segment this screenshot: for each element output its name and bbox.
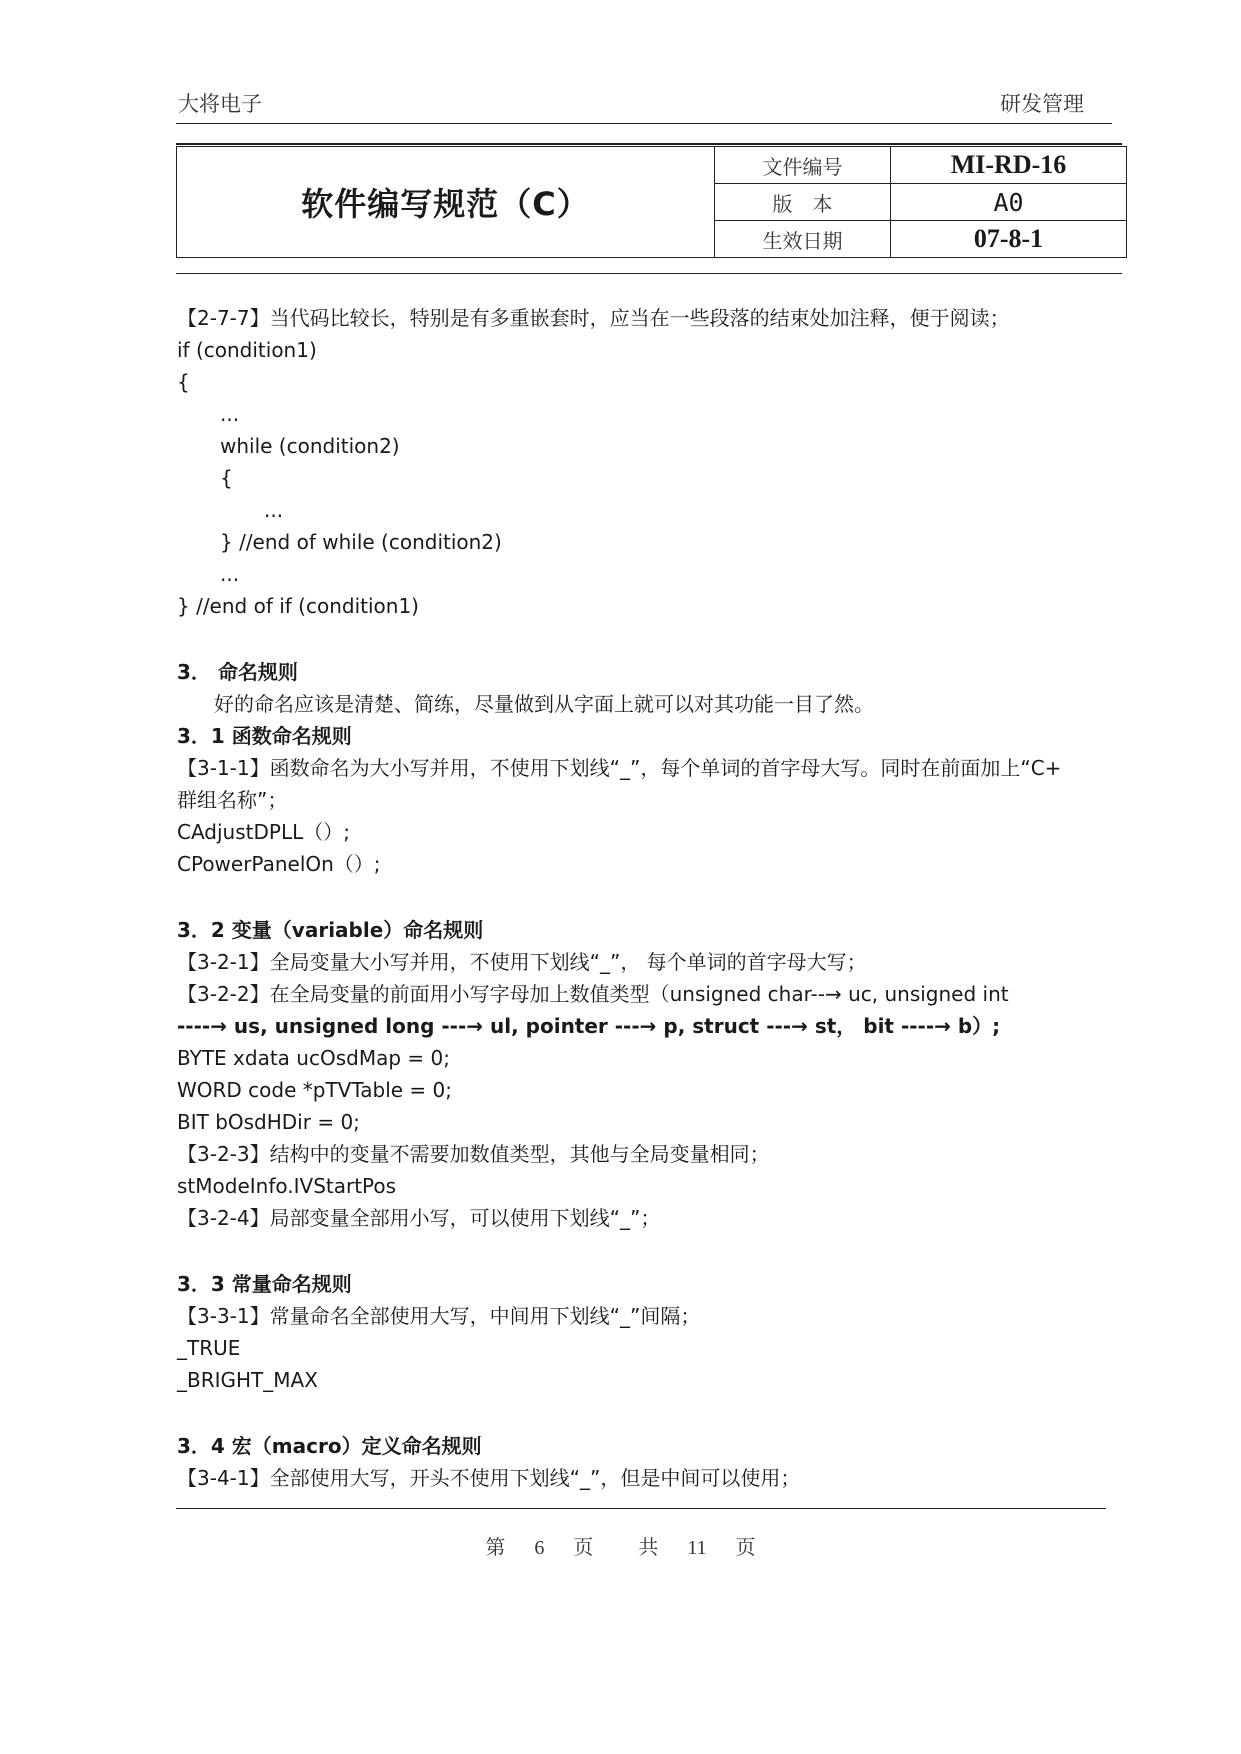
code-line: } //end of while (condition2): [220, 530, 502, 554]
code-line: BYTE xdata ucOsdMap = 0;: [177, 1046, 450, 1070]
code-line: {: [220, 466, 233, 490]
section-heading-3-2: 3．2 变量（variable）命名规则: [177, 918, 484, 942]
effective-date-label: 生效日期: [715, 221, 891, 258]
rule-2-7-7: 【2-7-7】当代码比较长，特别是有多重嵌套时，应当在一些段落的结束处加注释，便于阅读；: [177, 306, 1010, 330]
rule-3-1-1: 【3-1-1】函数命名为大小写并用，不使用下划线“_”，每个单词的首字母大写。同时在前面加上“C+: [177, 756, 1062, 780]
paragraph: 好的命名应该是清楚、简练，尽量做到从字面上就可以对其功能一目了然。: [214, 692, 874, 716]
code-line: if (condition1): [177, 338, 317, 362]
rule-3-2-2-cont: ----→ us, unsigned long ---→ ul, pointer ---→ p, struct ---→ st， bit ----→ b）;: [177, 1014, 1001, 1038]
code-line: stModeInfo.IVStartPos: [177, 1174, 397, 1198]
code-line: while (condition2): [220, 434, 400, 458]
code-line: _BRIGHT_MAX: [177, 1368, 318, 1392]
code-line: WORD code *pTVTable = 0;: [177, 1078, 453, 1102]
code-line: ...: [220, 402, 240, 426]
total-pages: 11: [687, 1537, 707, 1559]
code-line: ...: [220, 562, 240, 586]
document-title: 软件编写规范（C）: [177, 147, 715, 258]
rule-3-2-1: 【3-2-1】全局变量大小写并用，不使用下划线“_”， 每个单词的首字母大写；: [177, 950, 867, 974]
code-line: {: [177, 370, 190, 394]
page-label: 第: [485, 1537, 506, 1559]
header-department: 研发管理: [1000, 92, 1084, 116]
table-bottom-rule: [176, 273, 1122, 274]
document-info-table: [176, 146, 1127, 258]
version-label: 版 本: [715, 184, 891, 221]
section-heading-3-1: 3．1 函数命名规则: [177, 724, 352, 748]
total-label: 共: [638, 1537, 659, 1559]
effective-date-value: 07-8-1: [891, 221, 1127, 258]
code-line: ...: [264, 498, 284, 522]
section-heading-3: 3． 命名规则: [177, 660, 298, 684]
doc-number-label: 文件编号: [715, 147, 891, 184]
rule-3-2-3: 【3-2-3】结构中的变量不需要加数值类型，其他与全局变量相同；: [177, 1142, 770, 1166]
code-line: _TRUE: [177, 1336, 241, 1360]
page-number: 6: [534, 1537, 545, 1559]
code-line: CPowerPanelOn（）;: [177, 852, 381, 876]
version-value: A0: [891, 184, 1127, 221]
rule-3-2-4: 【3-2-4】局部变量全部用小写，可以使用下划线“_”；: [177, 1206, 661, 1230]
code-line: } //end of if (condition1): [177, 594, 419, 618]
table-top-rule: [176, 143, 1122, 145]
section-heading-3-4: 3．4 宏（macro）定义命名规则: [177, 1434, 482, 1458]
header-company: 大将电子: [178, 92, 262, 116]
rule-3-2-2: 【3-2-2】在全局变量的前面用小写字母加上数值类型（unsigned char--→ uc, unsigned int: [177, 982, 1009, 1006]
header-rule: [176, 123, 1112, 124]
footer-rule: [176, 1508, 1106, 1509]
doc-number-value: MI-RD-16: [891, 147, 1127, 184]
section-heading-3-3: 3．3 常量命名规则: [177, 1272, 352, 1296]
rule-3-1-1-cont: 群组名称”；: [177, 788, 288, 812]
total-unit: 页: [735, 1537, 756, 1559]
rule-3-4-1: 【3-4-1】全部使用大写，开头不使用下划线“_”，但是中间可以使用；: [177, 1466, 801, 1490]
code-line: BIT bOsdHDir = 0;: [177, 1110, 360, 1134]
code-line: CAdjustDPLL（）;: [177, 820, 350, 844]
page-unit: 页: [573, 1537, 594, 1559]
page-footer: [0, 1531, 1241, 1560]
rule-3-3-1: 【3-3-1】常量命名全部使用大写，中间用下划线“_”间隔；: [177, 1304, 701, 1328]
